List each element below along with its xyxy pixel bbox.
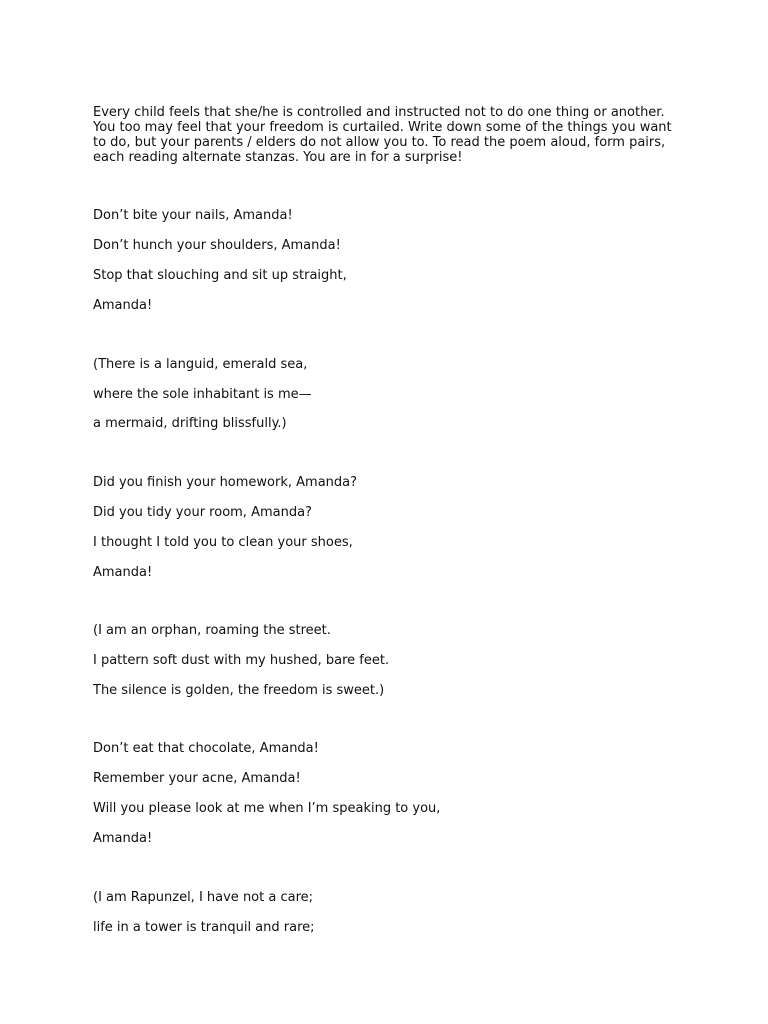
- poem-line: Amanda!: [93, 565, 153, 580]
- intro-line: to do, but your parents / elders do not allow you to. To read the poem aloud, form pairs,: [93, 135, 666, 150]
- poem-line: life in a tower is tranquil and rare;: [93, 920, 315, 935]
- poem-line: Did you tidy your room, Amanda?: [93, 505, 312, 520]
- poem-line: Stop that slouching and sit up straight,: [93, 268, 347, 283]
- poem-line: Don’t hunch your shoulders, Amanda!: [93, 238, 341, 253]
- poem-line: where the sole inhabitant is me—: [93, 387, 312, 402]
- poem-line: Remember your acne, Amanda!: [93, 771, 301, 786]
- intro-line: Every child feels that she/he is controlled and instructed not to do one thing or another.: [93, 105, 665, 120]
- poem-line: (There is a languid, emerald sea,: [93, 357, 308, 372]
- poem-line: (I am an orphan, roaming the street.: [93, 623, 331, 638]
- poem-line: Don’t bite your nails, Amanda!: [93, 208, 293, 223]
- poem-line: Will you please look at me when I’m speaking to you,: [93, 801, 441, 816]
- poem-line: a mermaid, drifting blissfully.): [93, 416, 287, 431]
- poem-line: I pattern soft dust with my hushed, bare feet.: [93, 653, 390, 668]
- poem-line: Did you finish your homework, Amanda?: [93, 475, 358, 490]
- poem-line: I thought I told you to clean your shoes,: [93, 535, 353, 550]
- poem-line: The silence is golden, the freedom is sweet.): [93, 683, 385, 698]
- poem-line: Amanda!: [93, 831, 153, 846]
- intro-line: You too may feel that your freedom is curtailed. Write down some of the things you want: [93, 120, 672, 135]
- intro-paragraph: [93, 105, 693, 165]
- poem-line: Amanda!: [93, 298, 153, 313]
- poem-line: (I am Rapunzel, I have not a care;: [93, 890, 314, 905]
- intro-line: each reading alternate stanzas. You are in for a surprise!: [93, 150, 463, 165]
- poem-line: Don’t eat that chocolate, Amanda!: [93, 741, 319, 756]
